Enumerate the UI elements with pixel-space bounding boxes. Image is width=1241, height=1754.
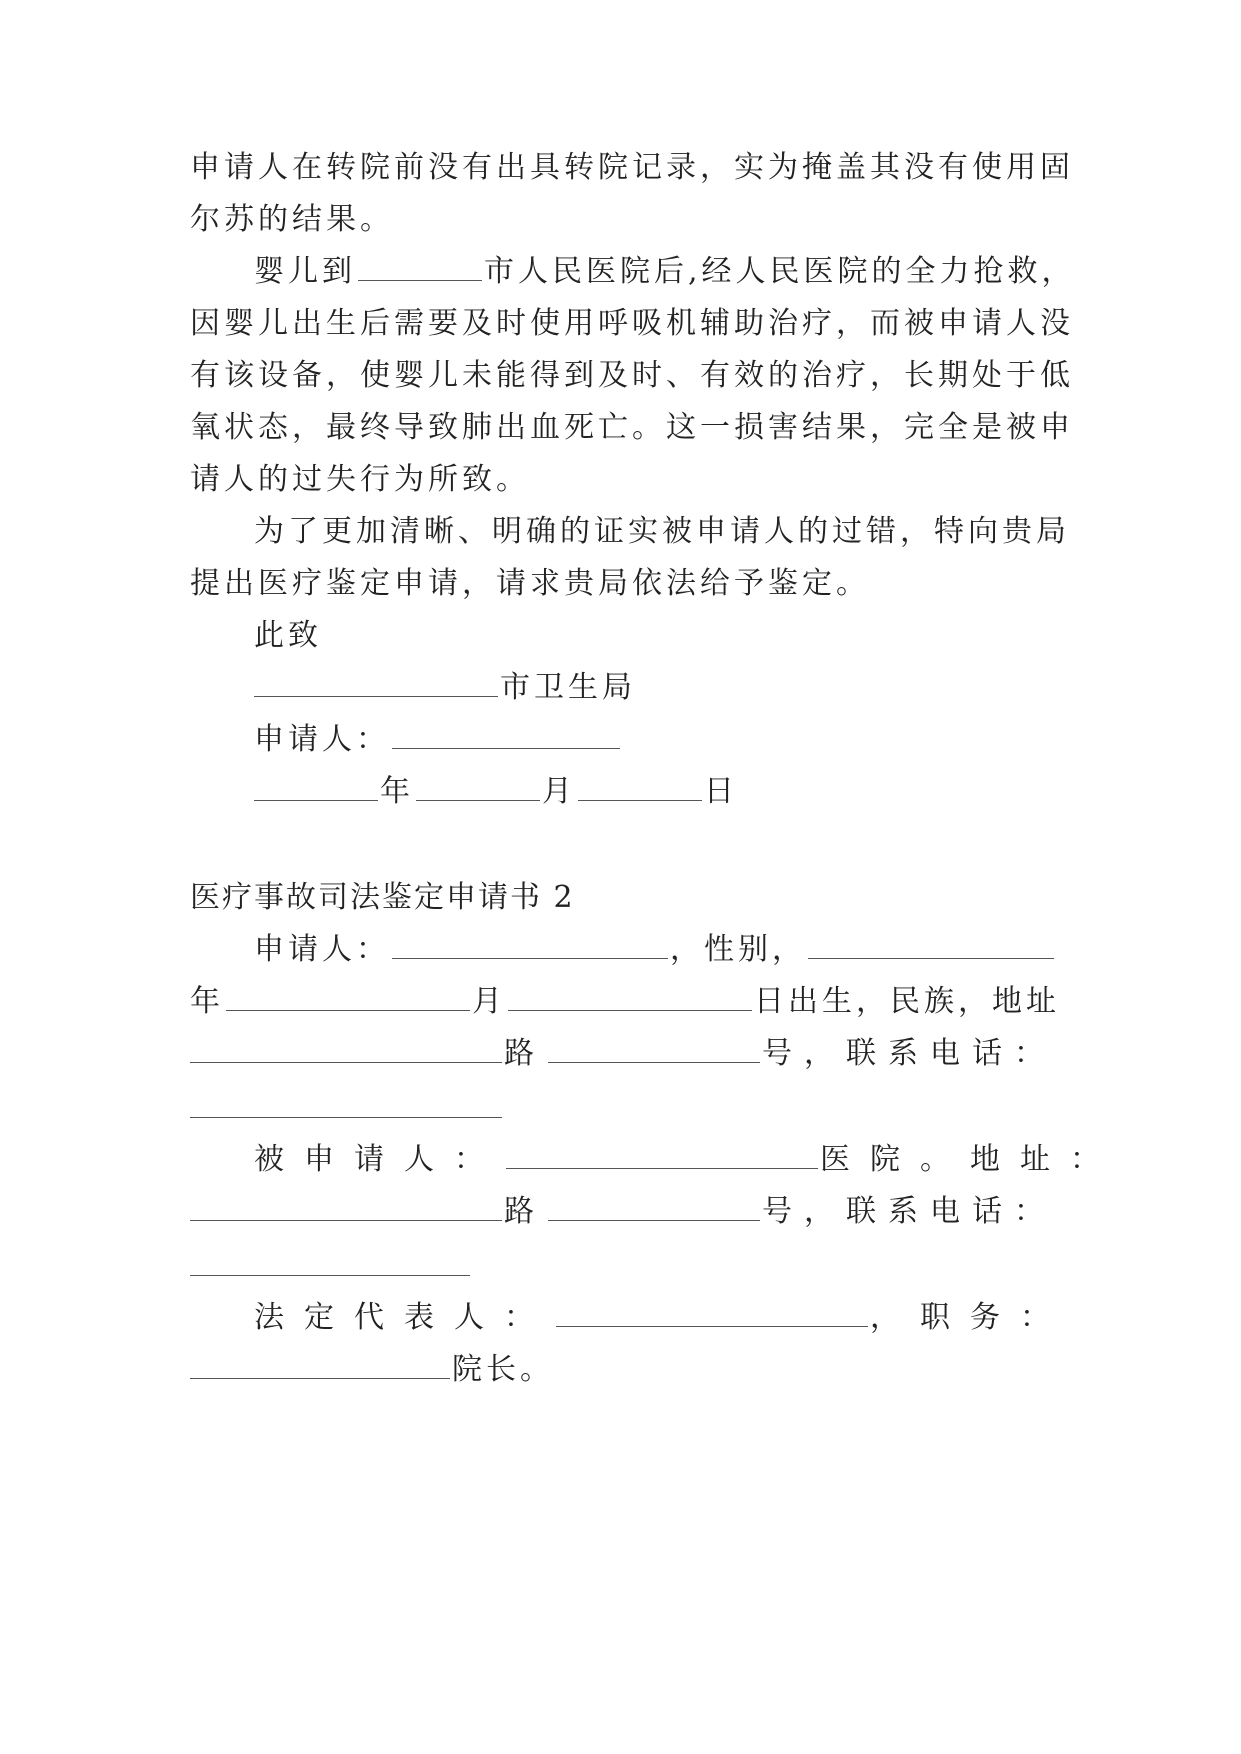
fill-blank[interactable]	[254, 772, 378, 801]
text: 尔苏的结果。	[190, 202, 394, 237]
position-line	[190, 1350, 1050, 1390]
text: 因婴儿出生后需要及时使用呼吸机辅助治疗，而被申请人没	[190, 306, 1074, 341]
fill-blank[interactable]	[548, 1192, 760, 1221]
text: 氧状态，最终导致肺出血死亡。这一损害结果，完全是被申	[190, 410, 1074, 445]
fill-blank[interactable]	[190, 1192, 502, 1221]
paragraph-line	[254, 512, 1070, 552]
text: 请人的过失行为所致。	[190, 462, 530, 497]
text: 申请人：	[254, 722, 390, 757]
phone-blank[interactable]	[190, 1117, 502, 1118]
recipient-line	[254, 668, 1050, 708]
legal-rep-line	[254, 1298, 1070, 1338]
text: 提出医疗鉴定申请，请求贵局依法给予鉴定。	[190, 566, 870, 601]
fill-blank[interactable]	[190, 1350, 450, 1379]
text: 院长。	[452, 1352, 554, 1387]
fill-blank[interactable]	[392, 720, 620, 749]
fill-blank[interactable]	[226, 982, 470, 1011]
salutation	[254, 616, 1050, 656]
text: 申请人：	[254, 932, 390, 967]
fill-blank[interactable]	[506, 1140, 818, 1169]
date-line	[254, 772, 1050, 812]
fill-blank[interactable]	[808, 930, 1054, 959]
paragraph-line	[254, 252, 1076, 292]
paragraph-line	[190, 356, 1074, 396]
text: 年	[190, 984, 224, 1019]
phone-blank[interactable]	[190, 1275, 470, 1276]
text: 医院。地址：	[820, 1142, 1120, 1177]
text: ，性别，	[670, 932, 806, 967]
address-line	[190, 1034, 1056, 1074]
text: 医疗事故司法鉴定申请书 2	[190, 880, 575, 915]
respondent-line	[254, 1140, 1120, 1180]
document-title	[190, 878, 1050, 918]
text: 号，联系电话：	[762, 1194, 1056, 1229]
applicant-signature-line	[254, 720, 1050, 760]
birth-line	[190, 982, 1060, 1022]
respondent-address-line	[190, 1192, 1056, 1232]
text: 申请人在转院前没有出具转院记录，实为掩盖其没有使用固	[190, 150, 1074, 185]
fill-blank[interactable]	[190, 1034, 502, 1063]
text: 月	[542, 774, 576, 809]
fill-blank[interactable]	[416, 772, 540, 801]
fill-blank[interactable]	[254, 668, 498, 697]
text: 市卫生局	[500, 670, 636, 705]
text: 为了更加清晰、明确的证实被申请人的过错，特向贵局	[254, 514, 1070, 549]
text: 路	[504, 1036, 546, 1071]
text: 法定代表人：	[254, 1300, 554, 1335]
text: 号，联系电话：	[762, 1036, 1056, 1071]
fill-blank[interactable]	[548, 1034, 760, 1063]
text: 路	[504, 1194, 546, 1229]
fill-blank[interactable]	[578, 772, 702, 801]
text: 市人民医院后,经人民医院的全力抢救，	[484, 254, 1076, 289]
paragraph-line	[190, 408, 1074, 448]
paragraph-line	[190, 564, 1050, 604]
paragraph-line	[190, 460, 1050, 500]
paragraph-line	[190, 148, 1074, 188]
text: 有该设备，使婴儿未能得到及时、有效的治疗，长期处于低	[190, 358, 1074, 393]
text: 日	[704, 774, 738, 809]
text: ，职务：	[870, 1300, 1070, 1335]
paragraph-line	[190, 304, 1074, 344]
paragraph-line	[190, 200, 1050, 240]
text: 此致	[254, 618, 322, 653]
fill-blank[interactable]	[392, 930, 668, 959]
fill-blank[interactable]	[358, 252, 482, 281]
text: 月	[472, 984, 506, 1019]
fill-blank[interactable]	[556, 1298, 868, 1327]
text: 被申请人：	[254, 1142, 504, 1177]
applicant-line	[254, 930, 1050, 970]
text: 婴儿到	[254, 254, 356, 289]
text: 日出生，民族，地址	[754, 984, 1060, 1019]
text: 年	[380, 774, 414, 809]
fill-blank[interactable]	[508, 982, 752, 1011]
